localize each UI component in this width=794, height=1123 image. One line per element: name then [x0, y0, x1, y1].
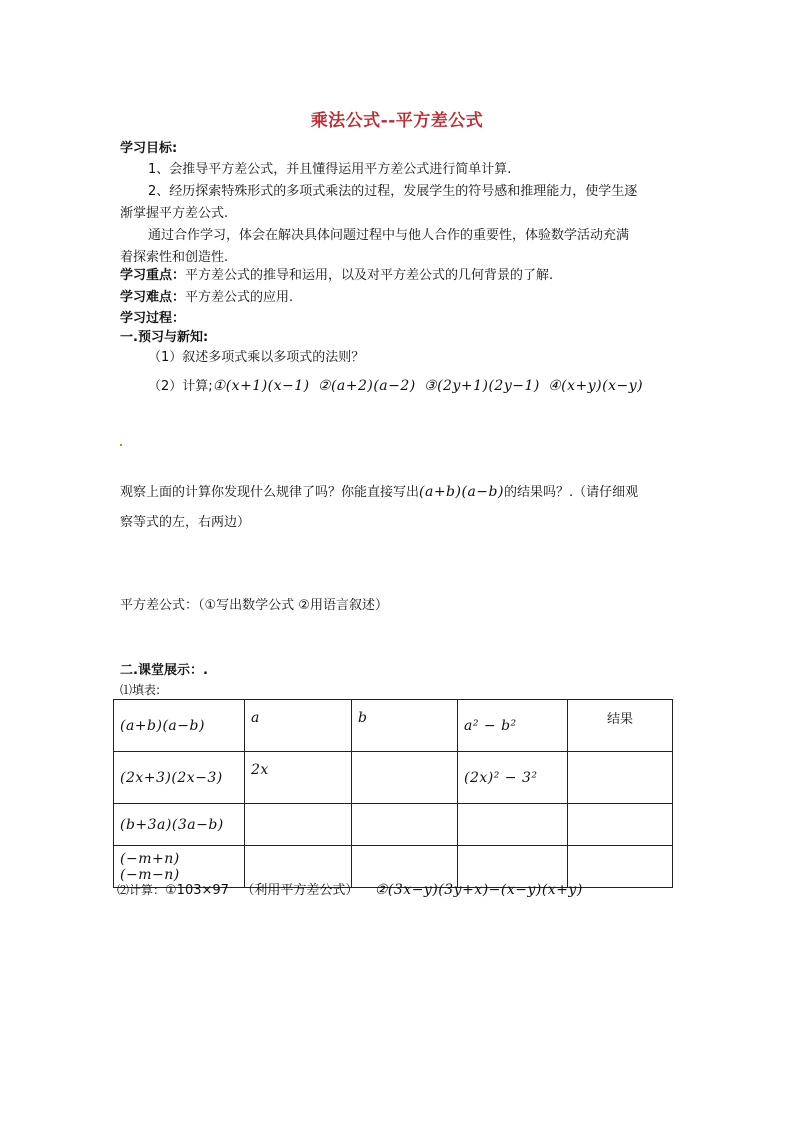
calc-expr-2: ②(a+2)(a−2) — [317, 378, 416, 394]
fill-table — [113, 699, 673, 888]
table-row — [114, 752, 673, 804]
section2-heading: 二.课堂展示：. — [120, 663, 208, 678]
observe-expr: (a+b)(a−b) — [419, 484, 504, 500]
table-cell[interactable] — [568, 846, 673, 888]
goal-item-2-line-2: 渐掌握平方差公式. — [120, 206, 229, 221]
fill-table-label: ⑴填表: — [120, 683, 161, 697]
calc-item-1: ①103×97 — [165, 883, 229, 898]
table-cell: (b+3a)(3a−b) — [114, 804, 245, 846]
observe-line-2: 察等式的左，右两边） — [120, 515, 251, 530]
goal-item-3-line-2: 着探索性和创造性. — [120, 250, 229, 265]
table-cell[interactable] — [352, 752, 458, 804]
table-cell[interactable] — [568, 804, 673, 846]
table-cell[interactable] — [245, 804, 352, 846]
table-header-cell: 结果 — [568, 700, 673, 752]
calc-label: ⑵计算： — [117, 883, 166, 897]
page-title: 乘法公式--平方差公式 — [310, 111, 484, 131]
table-cell[interactable] — [458, 804, 568, 846]
question-2 — [148, 376, 643, 397]
table-header-cell: (a+b)(a−b) — [114, 700, 245, 752]
table-row — [114, 804, 673, 846]
table-cell[interactable] — [352, 804, 458, 846]
table-header-row — [114, 700, 673, 752]
table-cell[interactable] — [568, 752, 673, 804]
stray-mark — [120, 444, 122, 446]
calc-line — [117, 880, 583, 901]
process-heading: 学习过程： — [120, 311, 186, 326]
calc-expr-1: ①(x+1)(x−1) — [212, 378, 310, 394]
goal-item-1: 1、会推导平方差公式，并且懂得运用平方差公式进行简单计算. — [148, 162, 512, 177]
goal-item-2-line-1: 2、经历探索特殊形式的多项式乘法的过程，发展学生的符号感和推理能力，使学生逐 — [148, 184, 638, 199]
formula-prompt: 平方差公式：（①写出数学公式 ②用语言叙述） — [120, 598, 388, 613]
table-header-cell: a² − b² — [458, 700, 568, 752]
goals-heading: 学习目标: — [120, 141, 178, 156]
key-point — [120, 266, 553, 286]
table-header-cell: a — [245, 700, 352, 752]
question-1: （1）叙述多项式乘以多项式的法则？ — [148, 350, 365, 365]
calc-expr-4: ④(x+y)(x−y) — [548, 378, 644, 394]
observe-prefix: 观察上面的计算你发现什么规律了吗？你能直接写出 — [120, 485, 420, 500]
table-header-cell: b — [352, 700, 458, 752]
difficult-point-text: 平方差公式的应用. — [185, 290, 294, 305]
question-2-label: （2）计算; — [148, 379, 213, 394]
section1-heading: 一.预习与新知: — [120, 330, 209, 345]
observe-suffix: 的结果吗？.（请仔细观 — [503, 485, 639, 500]
difficult-point — [120, 288, 293, 308]
table-cell[interactable]: 2x — [245, 752, 352, 804]
calc-item-2: ②(3x−y)(3y+x)−(x−y)(x+y) — [374, 882, 583, 898]
difficult-point-label: 学习难点： — [120, 290, 186, 305]
calc-item-1-note: （利用平方差公式） — [241, 883, 359, 898]
table-cell: (−m+n)(−m−n) — [114, 846, 245, 888]
observe-line-1 — [120, 482, 638, 503]
key-point-text: 平方差公式的推导和运用，以及对平方差公式的几何背景的了解. — [185, 268, 554, 283]
table-cell: (2x+3)(2x−3) — [114, 752, 245, 804]
calc-expr-3: ③(2y+1)(2y−1) — [424, 378, 540, 394]
goal-item-3-line-1: 通过合作学习，体会在解决具体问题过程中与他人合作的重要性，体验数学活动充满 — [148, 228, 630, 243]
table-cell[interactable]: (2x)² − 3² — [458, 752, 568, 804]
key-point-label: 学习重点： — [120, 268, 186, 283]
